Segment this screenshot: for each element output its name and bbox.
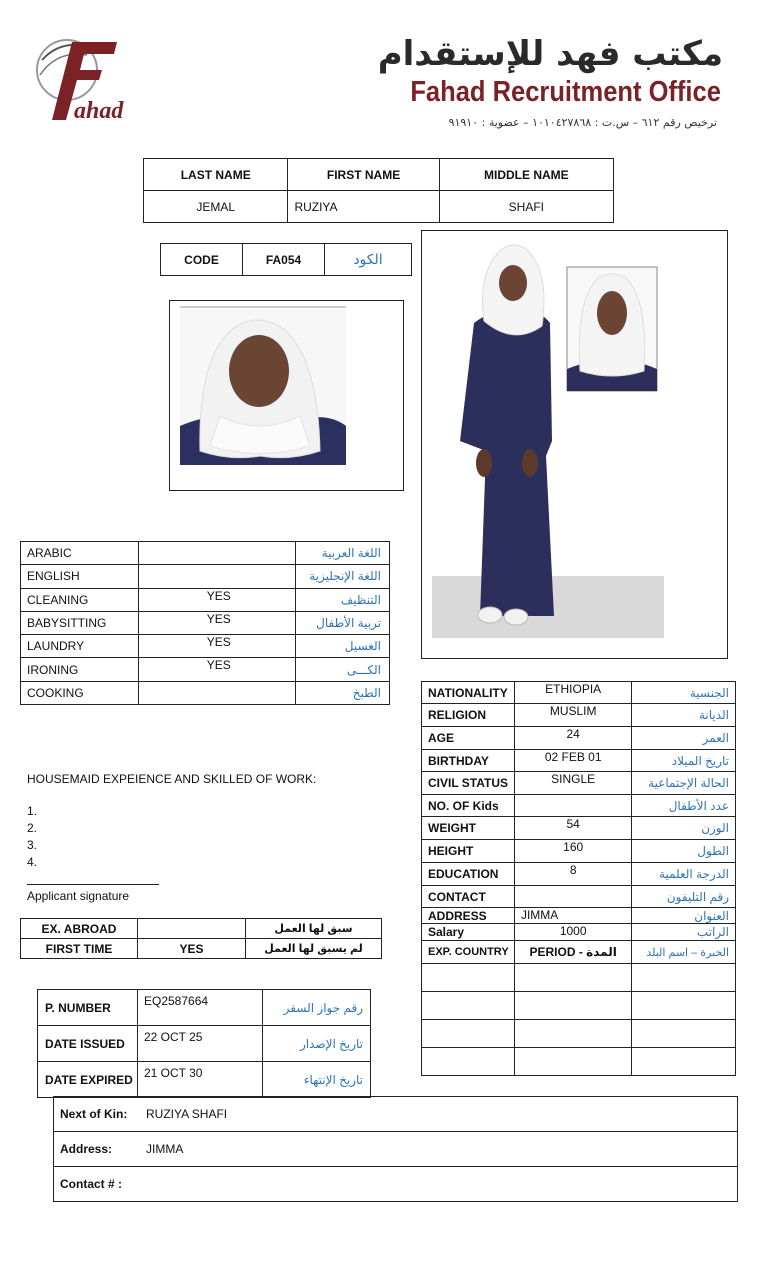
info-row: Salary 1000 الراتب <box>422 924 736 941</box>
office-name-arabic: مكتب فهد للإستقدام <box>377 34 723 74</box>
code-label-arabic: الكود <box>325 244 412 276</box>
middle-name-header: MIDDLE NAME <box>439 159 613 191</box>
exp-country-arabic: الخبرة – اسم البلد <box>632 941 736 964</box>
kin-row <box>54 1167 738 1202</box>
code-table <box>160 243 412 276</box>
abroad-table <box>20 918 382 959</box>
office-name-english: Fahad Recruitment Office <box>410 76 721 108</box>
signature-label: Applicant signature <box>27 889 130 903</box>
full-body-photo <box>421 230 728 659</box>
info-row: CONTACT رقم التليفون <box>422 886 736 908</box>
info-row: BIRTHDAY 02 FEB 01 تاريخ الميلاد <box>422 750 736 772</box>
passport-row: DATE ISSUED 22 OCT 25 تاريخ الإصدار <box>38 1026 371 1062</box>
ex-abroad-label: EX. ABROAD <box>21 919 138 939</box>
info-row: RELIGION MUSLIM الديانة <box>422 704 736 727</box>
experience-title: HOUSEMAID EXPEIENCE AND SKILLED OF WORK: <box>27 772 317 786</box>
logo-text: ahad <box>74 98 124 124</box>
skills-table <box>20 541 390 705</box>
ex-abroad-arabic: سبق لها العمل <box>246 919 382 939</box>
exp-country-row <box>422 941 736 964</box>
passport-table <box>37 989 371 1098</box>
kin-value: JIMMA <box>146 1142 184 1156</box>
info-row: WEIGHT 54 الوزن <box>422 817 736 840</box>
skill-row: ARABIC اللغة العربية <box>21 542 390 565</box>
info-row: HEIGHT 160 الطول <box>422 840 736 863</box>
code-label: CODE <box>161 244 243 276</box>
exp-empty-row <box>422 964 736 992</box>
first-name-value: RUZIYA <box>288 191 439 223</box>
skill-row: COOKING الطبخ <box>21 681 390 704</box>
portrait-photo <box>169 300 404 491</box>
period-label: PERIOD - المدة <box>514 941 631 964</box>
last-name-header: LAST NAME <box>144 159 288 191</box>
first-time-arabic: لم يسبق لها العمل <box>246 939 382 959</box>
experience-item: 1. <box>27 804 38 818</box>
exp-empty-row <box>422 1048 736 1076</box>
personal-info-table <box>421 681 736 1076</box>
kin-label: Address: <box>60 1142 113 1156</box>
signature-line <box>27 884 159 885</box>
first-name-header: FIRST NAME <box>288 159 439 191</box>
first-time-value: YES <box>138 939 246 959</box>
info-row: NO. OF Kids عدد الأطفال <box>422 795 736 817</box>
info-row: EDUCATION 8 الدرجة العلمية <box>422 863 736 886</box>
kin-label: Next of Kin: <box>60 1107 128 1121</box>
info-row: CIVIL STATUS SINGLE الحالة الإجتماعية <box>422 772 736 795</box>
experience-item: 2. <box>27 821 38 835</box>
skill-row: IRONING YES الكـــى <box>21 658 390 681</box>
passport-row: DATE EXPIRED 21 OCT 30 تاريخ الإنتهاء <box>38 1062 371 1098</box>
code-value: FA054 <box>243 244 325 276</box>
kin-row <box>54 1132 738 1167</box>
kin-label: Contact # : <box>60 1177 123 1191</box>
skill-row: BABYSITTING YES تربية الأطفال <box>21 611 390 634</box>
name-table <box>143 158 614 223</box>
exp-empty-row <box>422 1020 736 1048</box>
skill-row: ENGLISH اللغة الإنجليزية <box>21 565 390 588</box>
skill-row: CLEANING YES التنظيف <box>21 588 390 611</box>
kin-row <box>54 1097 738 1132</box>
ex-abroad-value <box>138 919 246 939</box>
experience-section <box>27 771 316 871</box>
passport-row: P. NUMBER EQ2587664 رقم جواز السفر <box>38 990 371 1026</box>
info-row: ADDRESS JIMMA العنوان <box>422 908 736 924</box>
experience-item: 4. <box>27 855 38 869</box>
experience-item: 3. <box>27 838 38 852</box>
next-of-kin-table <box>53 1096 738 1202</box>
last-name-value: JEMAL <box>144 191 288 223</box>
middle-name-value: SHAFI <box>439 191 613 223</box>
exp-country-label: EXP. COUNTRY <box>422 941 515 964</box>
license-line: ترخيص رقم ٦١٢ – س.ت : ١٠١٠٤٢٧٨٦٨ – عضوية : ٩١٩١٠ <box>448 116 717 129</box>
first-time-label: FIRST TIME <box>21 939 138 959</box>
exp-empty-row <box>422 992 736 1020</box>
kin-value: RUZIYA SHAFI <box>146 1107 228 1121</box>
info-row: NATIONALITY ETHIOPIA الجنسية <box>422 682 736 704</box>
company-logo <box>22 30 142 130</box>
skill-row: LAUNDRY YES الغسيل <box>21 635 390 658</box>
info-row: AGE 24 العمر <box>422 727 736 750</box>
